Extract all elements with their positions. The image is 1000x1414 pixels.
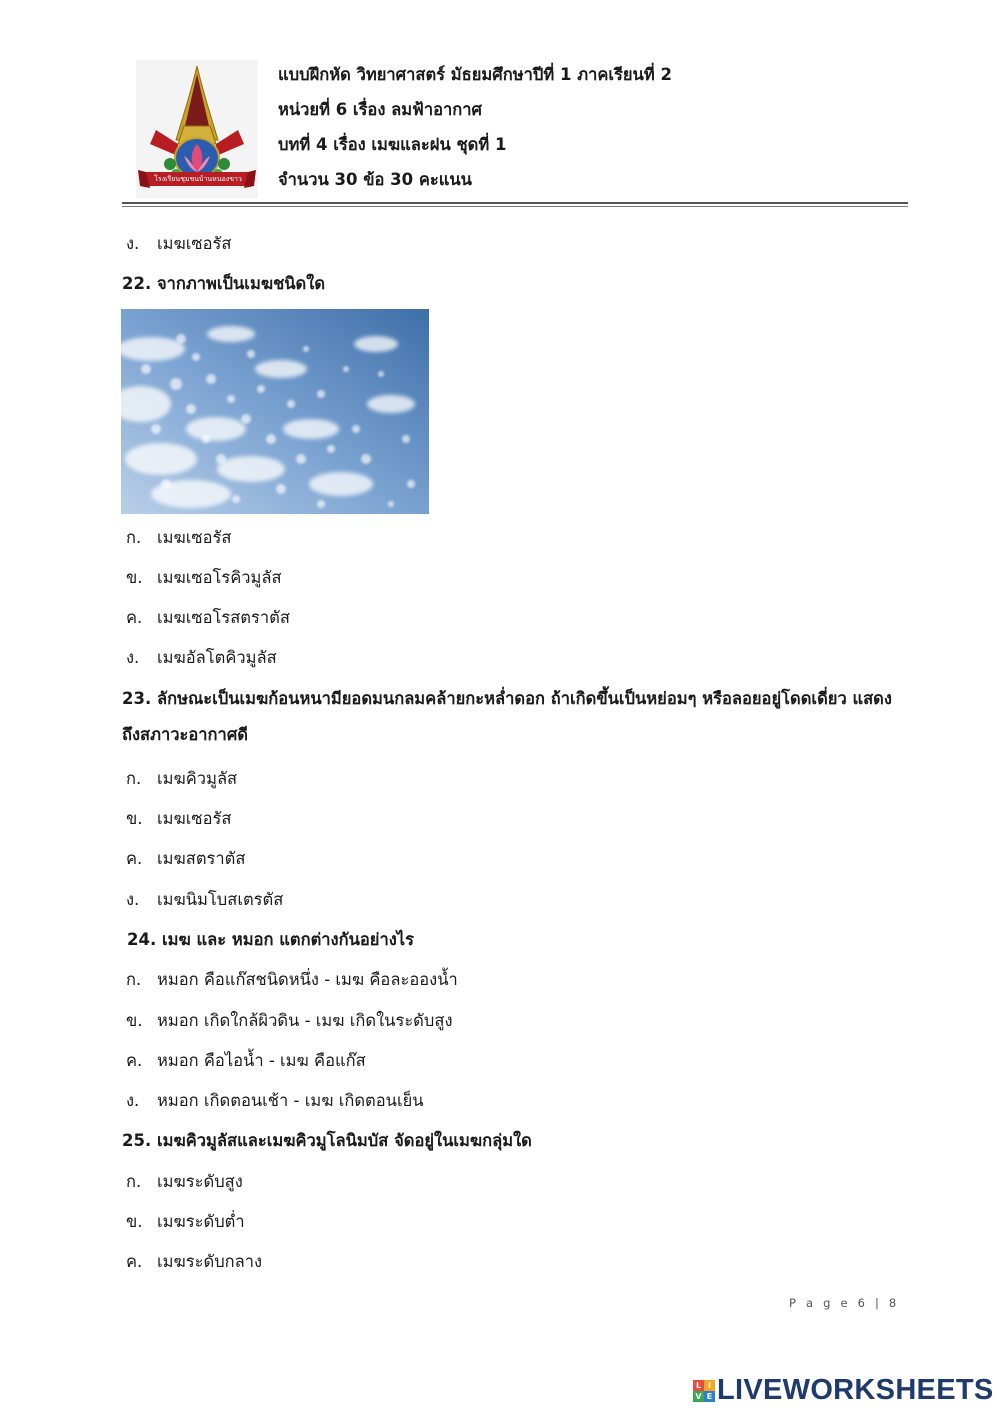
header-divider — [122, 202, 908, 204]
option-text: เมฆเซอรัส — [157, 234, 232, 253]
option-letter: ข. — [126, 809, 143, 829]
option-letter: ก. — [126, 768, 142, 788]
question-23: 23. ลักษณะเป็นเมฆก้อนหนามียอดมนกลมคล้ายกะหล่ำดอก ถ้าเกิดขึ้นเป็นหย่อมๆ หรือลอยอยู่โดดเดี่ยว แสดงถึงสภาวะอากาศดี — [122, 688, 892, 744]
option-text: เมฆระดับต่ำ — [157, 1212, 245, 1232]
header-divider-thin — [122, 206, 908, 207]
option-letter: ก. — [126, 970, 142, 990]
option-letter: ค. — [126, 849, 143, 869]
option-text: เมฆเซอรัส — [157, 527, 232, 547]
q23-option-b[interactable] — [0, 799, 1000, 839]
option-letter: ค. — [126, 608, 143, 628]
worksheet-header — [278, 62, 672, 202]
option-letter: ง. — [126, 1091, 140, 1111]
option-letter: ข. — [126, 1010, 143, 1030]
question-22: 22. จากภาพเป็นเมฆชนิดใด — [122, 274, 326, 294]
option-letter: ค. — [126, 1050, 143, 1070]
cloud-photo — [121, 309, 429, 514]
option-text: เมฆเซอโรคิวมูลัส — [157, 567, 282, 587]
q22-option-c[interactable] — [0, 598, 1000, 638]
option-letter: ก. — [126, 527, 142, 547]
logo-letter: I — [704, 1380, 715, 1391]
q25-option-a[interactable] — [0, 1162, 1000, 1202]
q25-option-c[interactable] — [0, 1242, 1000, 1282]
q24-option-c[interactable] — [0, 1041, 1000, 1081]
option-text: เมฆเซอรัส — [157, 809, 232, 829]
q24-option-d[interactable] — [0, 1081, 1000, 1121]
option-text: หมอก เกิดใกล้ผิวดิน - เมฆ เกิดในระดับสูง — [157, 1010, 453, 1030]
header-unit: หน่วยที่ 6 เรื่อง ลมฟ้าอากาศ — [278, 100, 482, 119]
option-text: เมฆคิวมูลัส — [157, 768, 238, 788]
q24-option-a[interactable] — [0, 960, 1000, 1000]
option-text: หมอก คือไอน้ำ - เมฆ คือแก๊ส — [157, 1050, 366, 1070]
logo-ribbon-text: โรงเรียนชุมชนบ้านหนองขาว — [154, 175, 242, 183]
q23-option-d[interactable] — [0, 880, 1000, 920]
option-letter: ง. — [126, 889, 140, 909]
page-number: P a g e 6 | 8 — [789, 1296, 900, 1310]
logo-letter: V — [693, 1391, 704, 1402]
option-text: หมอก คือแก๊สชนิดหนึ่ง - เมฆ คือละอองน้ำ — [157, 970, 458, 990]
q22-option-d[interactable] — [0, 638, 1000, 678]
option-letter: ง. — [126, 234, 140, 253]
brand-name: LIVEWORKSHEETS — [717, 1374, 994, 1406]
option-letter: ข. — [126, 1212, 143, 1232]
q25-option-b[interactable] — [0, 1202, 1000, 1242]
question-25: 25. เมฆคิวมูลัสและเมฆคิวมูโลนิมบัส จัดอยู่ในเมฆกลุ่มใด — [122, 1131, 532, 1151]
question-24: 24. เมฆ และ หมอก แตกต่างกันอย่างไร — [127, 929, 414, 949]
option-text: เมฆระดับสูง — [157, 1171, 243, 1191]
q24-option-b[interactable] — [0, 1001, 1000, 1041]
prev-option[interactable] — [0, 224, 1000, 264]
liveworksheets-brand[interactable] — [693, 1374, 994, 1407]
q23-option-c[interactable] — [0, 839, 1000, 879]
option-letter: ง. — [126, 648, 140, 668]
option-text: เมฆนิมโบสเตรตัส — [157, 889, 284, 909]
header-lesson: บทที่ 4 เรื่อง เมฆและฝน ชุดที่ 1 — [278, 135, 507, 154]
q22-option-a[interactable] — [0, 518, 1000, 558]
logo-letter: E — [704, 1391, 715, 1402]
logo-letter: L — [693, 1380, 704, 1391]
option-text: เมฆสตราตัส — [157, 849, 246, 869]
header-score: จำนวน 30 ข้อ 30 คะแนน — [278, 170, 472, 189]
header-title: แบบฝึกหัด วิทยาศาสตร์ มัธยมศึกษาปีที่ 1 ภาคเรียนที่ 2 — [278, 65, 672, 84]
q22-option-b[interactable] — [0, 558, 1000, 598]
option-text: เมฆเซอโรสตราตัส — [157, 608, 290, 628]
q23-option-a[interactable] — [0, 759, 1000, 799]
option-text: เมฆระดับกลาง — [157, 1252, 263, 1272]
worksheet-content — [0, 224, 1000, 1283]
option-text: เมฆอัลโตคิวมูลัส — [157, 648, 277, 668]
option-text: หมอก เกิดตอนเช้า - เมฆ เกิดตอนเย็น — [157, 1091, 424, 1111]
option-letter: ค. — [126, 1252, 143, 1272]
liveworksheets-logo-icon — [693, 1380, 715, 1402]
option-letter: ก. — [126, 1171, 142, 1191]
option-letter: ข. — [126, 567, 143, 587]
